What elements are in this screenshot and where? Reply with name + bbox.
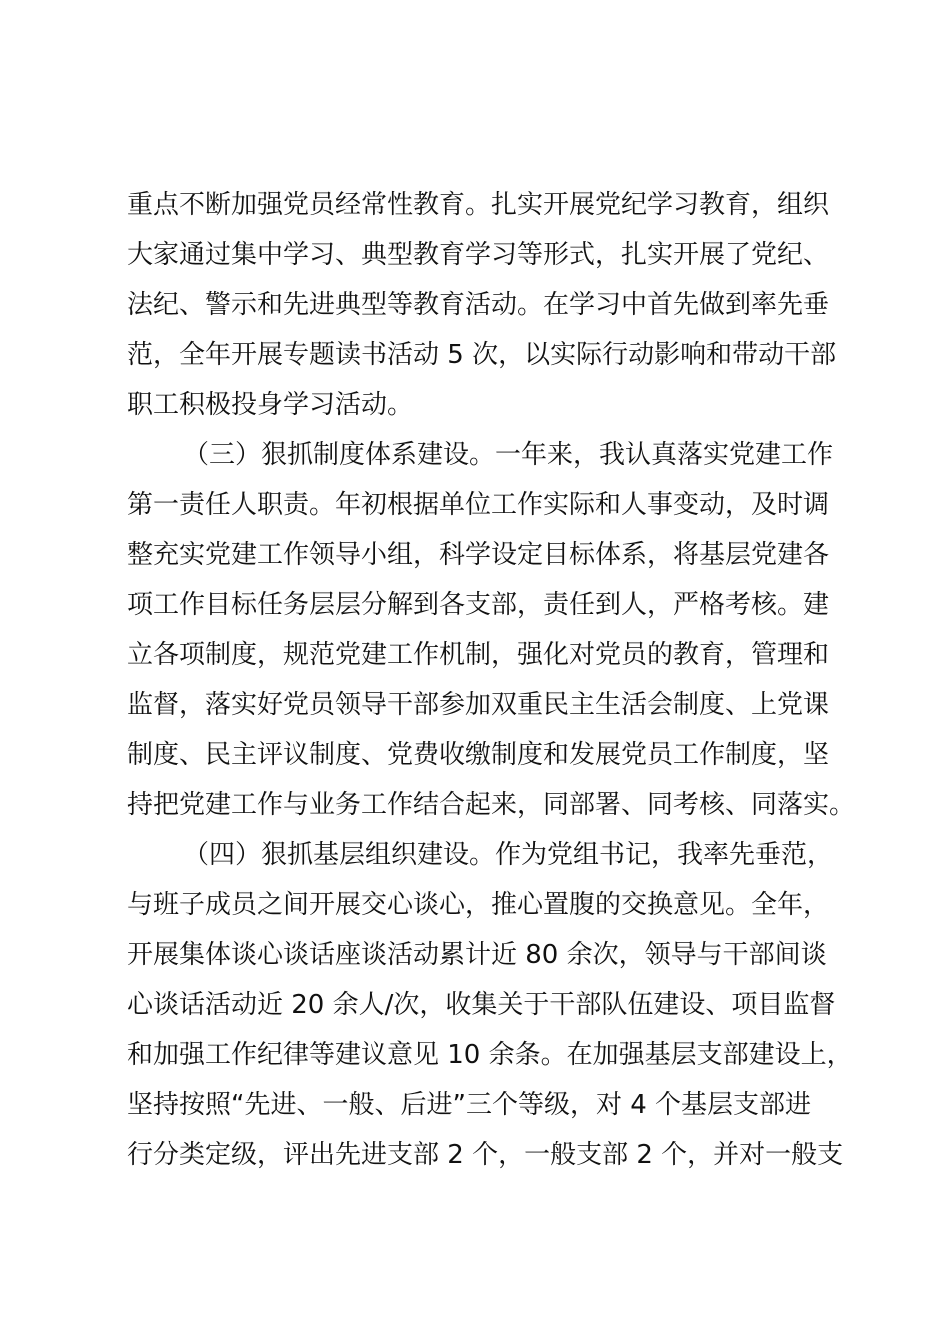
text-line: 大家通过集中学习、典型教育学习等形式，扎实开展了党纪、: [127, 240, 830, 270]
text-line: 和加强工作纪律等建议意见 10 余条。在加强基层支部建设上，: [127, 1040, 853, 1070]
text-line: 第一责任人职责。年初根据单位工作实际和人事变动，及时调: [127, 490, 830, 520]
text-line: 心谈话活动近 20 余人/次，收集关于干部队伍建设、项目监督: [127, 990, 836, 1020]
section-heading-line: （三）狠抓制度体系建设。一年来，我认真落实党建工作: [183, 440, 834, 470]
text-line: 法纪、警示和先进典型等教育活动。在学习中首先做到率先垂: [127, 290, 830, 320]
text-line: 整充实党建工作领导小组，科学设定目标体系，将基层党建各: [127, 540, 830, 570]
section-heading-line: （四）狠抓基层组织建设。作为党组书记，我率先垂范，: [183, 840, 834, 870]
body-text: [127, 180, 856, 1180]
text-line: 持把党建工作与业务工作结合起来，同部署、同考核、同落实。: [127, 790, 856, 820]
text-line: 与班子成员之间开展交心谈心，推心置腹的交换意见。全年，: [127, 890, 830, 920]
text-line: 重点不断加强党员经常性教育。扎实开展党纪学习教育，组织: [127, 190, 830, 220]
text-line: 行分类定级，评出先进支部 2 个，一般支部 2 个，并对一般支: [127, 1140, 844, 1170]
text-line: 制度、民主评议制度、党费收缴制度和发展党员工作制度，坚: [127, 740, 830, 770]
text-line: 监督，落实好党员领导干部参加双重民主生活会制度、上党课: [127, 690, 830, 720]
text-line: 项工作目标任务层层分解到各支部，责任到人，严格考核。建: [127, 590, 830, 620]
text-line: 坚持按照“先进、一般、后进”三个等级，对 4 个基层支部进: [127, 1090, 812, 1120]
text-line: 开展集体谈心谈话座谈活动累计近 80 余次，领导与干部间谈: [127, 940, 827, 970]
text-line: 范，全年开展专题读书活动 5 次，以实际行动影响和带动干部: [127, 340, 837, 370]
text-line: 立各项制度，规范党建工作机制，强化对党员的教育，管理和: [127, 640, 830, 670]
text-line: 职工积极投身学习活动。: [127, 390, 414, 420]
